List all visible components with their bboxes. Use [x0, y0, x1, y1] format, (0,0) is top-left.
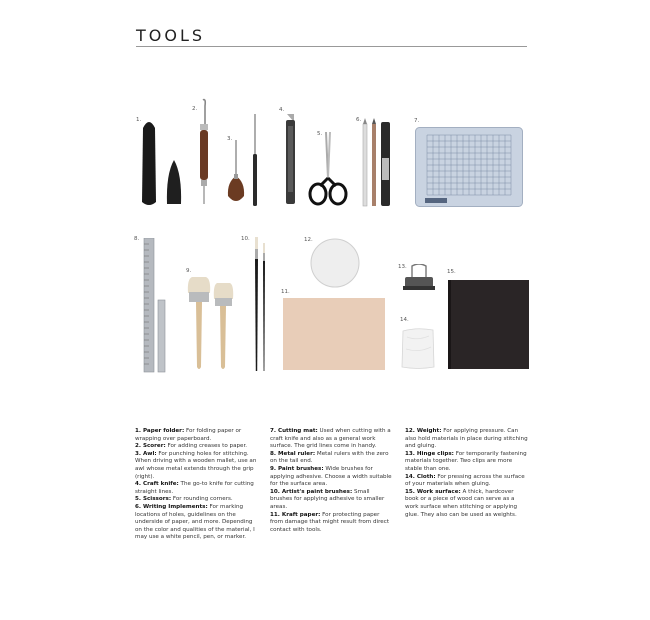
- scissors-illustration: [307, 130, 349, 210]
- hinge-clip-illustration: [402, 264, 436, 294]
- caption-term: 15. Work surface:: [405, 488, 461, 495]
- caption-entry: [405, 474, 528, 489]
- caption-term: 11. Kraft paper:: [270, 511, 321, 518]
- title-rule: [136, 46, 527, 47]
- caption-entry: [270, 428, 392, 451]
- caption-entry: [270, 466, 392, 489]
- awl-illustration: [225, 110, 265, 210]
- caption-entry: [135, 481, 258, 496]
- caption-entry: [135, 443, 258, 451]
- caption-entry: [405, 451, 528, 474]
- caption-entry: [270, 512, 392, 535]
- caption-term: 14. Cloth:: [405, 473, 436, 480]
- craft-knife-illustration: [283, 112, 299, 208]
- caption-description: For folding paper or wrapping over paperboard.: [135, 428, 242, 442]
- caption-term: 9. Paint brushes:: [270, 465, 324, 472]
- figure-number: 10.: [241, 236, 250, 242]
- cutting-mat-illustration: [415, 127, 523, 207]
- caption-description: For marking locations of holes, guidelines on the underside of paper, and more. Depending on the color and qualities of the material, I may use a white pencil, pen, or marker.: [135, 503, 255, 541]
- caption-term: 1. Paper folder:: [135, 428, 185, 434]
- metal-ruler-illustration: [143, 238, 167, 373]
- paper-folder-illustration: [140, 118, 186, 208]
- caption-entry: [405, 428, 528, 451]
- figure-number: 5.: [317, 131, 323, 137]
- figure-number: 1.: [136, 117, 142, 123]
- caption-term: 7. Cutting mat:: [270, 428, 318, 434]
- figure-number: 14.: [400, 317, 409, 323]
- figure-number: 8.: [134, 236, 140, 242]
- caption-description: For protecting paper from damage that might result from direct contact with tools.: [270, 511, 390, 533]
- figure-number: 13.: [398, 264, 407, 270]
- paint-brushes-illustration: [186, 275, 236, 373]
- caption-term: 13. Hinge clips:: [405, 450, 454, 457]
- caption-entry: [270, 451, 392, 466]
- caption-description: Used when cutting with a craft knife and also as a general work surface. The grid lines come in handy.: [270, 428, 391, 450]
- caption-term: 5. Scissors:: [135, 496, 172, 503]
- caption-term: 2. Scorer:: [135, 443, 166, 450]
- writing-implements-illustration: [360, 118, 394, 210]
- caption-term: 3. Awl:: [135, 450, 157, 457]
- figure-number: 9.: [186, 268, 192, 274]
- caption-description: For temporarily fastening materials together. Two clips are more stable than one.: [405, 450, 527, 472]
- caption-entry: [135, 428, 258, 443]
- caption-entry: [135, 504, 258, 542]
- caption-description: The go-to knife for cutting straight lines.: [135, 481, 254, 495]
- caption-entry: [135, 451, 258, 481]
- artists-brushes-illustration: [250, 235, 270, 373]
- caption-term: 10. Artist's paint brushes:: [270, 488, 353, 495]
- figure-number: 7.: [414, 118, 420, 124]
- figure-number: 6.: [356, 117, 362, 123]
- weight-illustration: [309, 237, 361, 289]
- caption-description: For adding creases to paper.: [167, 443, 248, 450]
- figure-number: 2.: [192, 106, 198, 112]
- caption-description: For punching holes for stitching. When driving with a wooden mallet, use an awl whose metal extends through the grip (right).: [135, 450, 257, 480]
- caption-description: A thick, hardcover book or a piece of wood can serve as a work surface when stitching or applying glue. They also can be used as weights.: [405, 488, 518, 518]
- caption-column-3: [405, 428, 528, 519]
- kraft-paper-illustration: [283, 298, 385, 370]
- cloth-illustration: [401, 327, 435, 370]
- scorer-illustration: [196, 98, 212, 208]
- figure-number: 4.: [279, 107, 285, 113]
- caption-term: 4. Craft knife:: [135, 481, 179, 488]
- caption-term: 8. Metal ruler:: [270, 450, 316, 457]
- figure-number: 11.: [281, 289, 290, 295]
- caption-entry: [270, 489, 392, 512]
- caption-entry: [405, 489, 528, 519]
- figure-number: 3.: [227, 136, 233, 142]
- caption-column-1: [135, 428, 258, 542]
- caption-description: For rounding corners.: [172, 496, 233, 503]
- page-title: TOOLS: [136, 26, 206, 45]
- figure-number: 15.: [447, 269, 456, 275]
- caption-column-2: [270, 428, 392, 534]
- caption-term: 12. Weight:: [405, 428, 442, 434]
- caption-description: For pressing across the surface of your materials when gluing.: [405, 473, 525, 488]
- caption-description: Small brushes for applying adhesive to smaller areas.: [270, 488, 385, 510]
- caption-description: Metal rulers with the zero on the tail end.: [270, 450, 389, 465]
- caption-description: For applying pressure. Can also hold materials in place during stitching and gluing.: [405, 428, 528, 450]
- caption-description: Wide brushes for applying adhesive. Choose a width suitable for the surface area.: [270, 465, 392, 488]
- work-surface-book-illustration: [448, 280, 529, 369]
- caption-entry: [135, 496, 258, 504]
- caption-term: 6. Writing Implements:: [135, 503, 208, 510]
- figure-number: 12.: [304, 237, 313, 243]
